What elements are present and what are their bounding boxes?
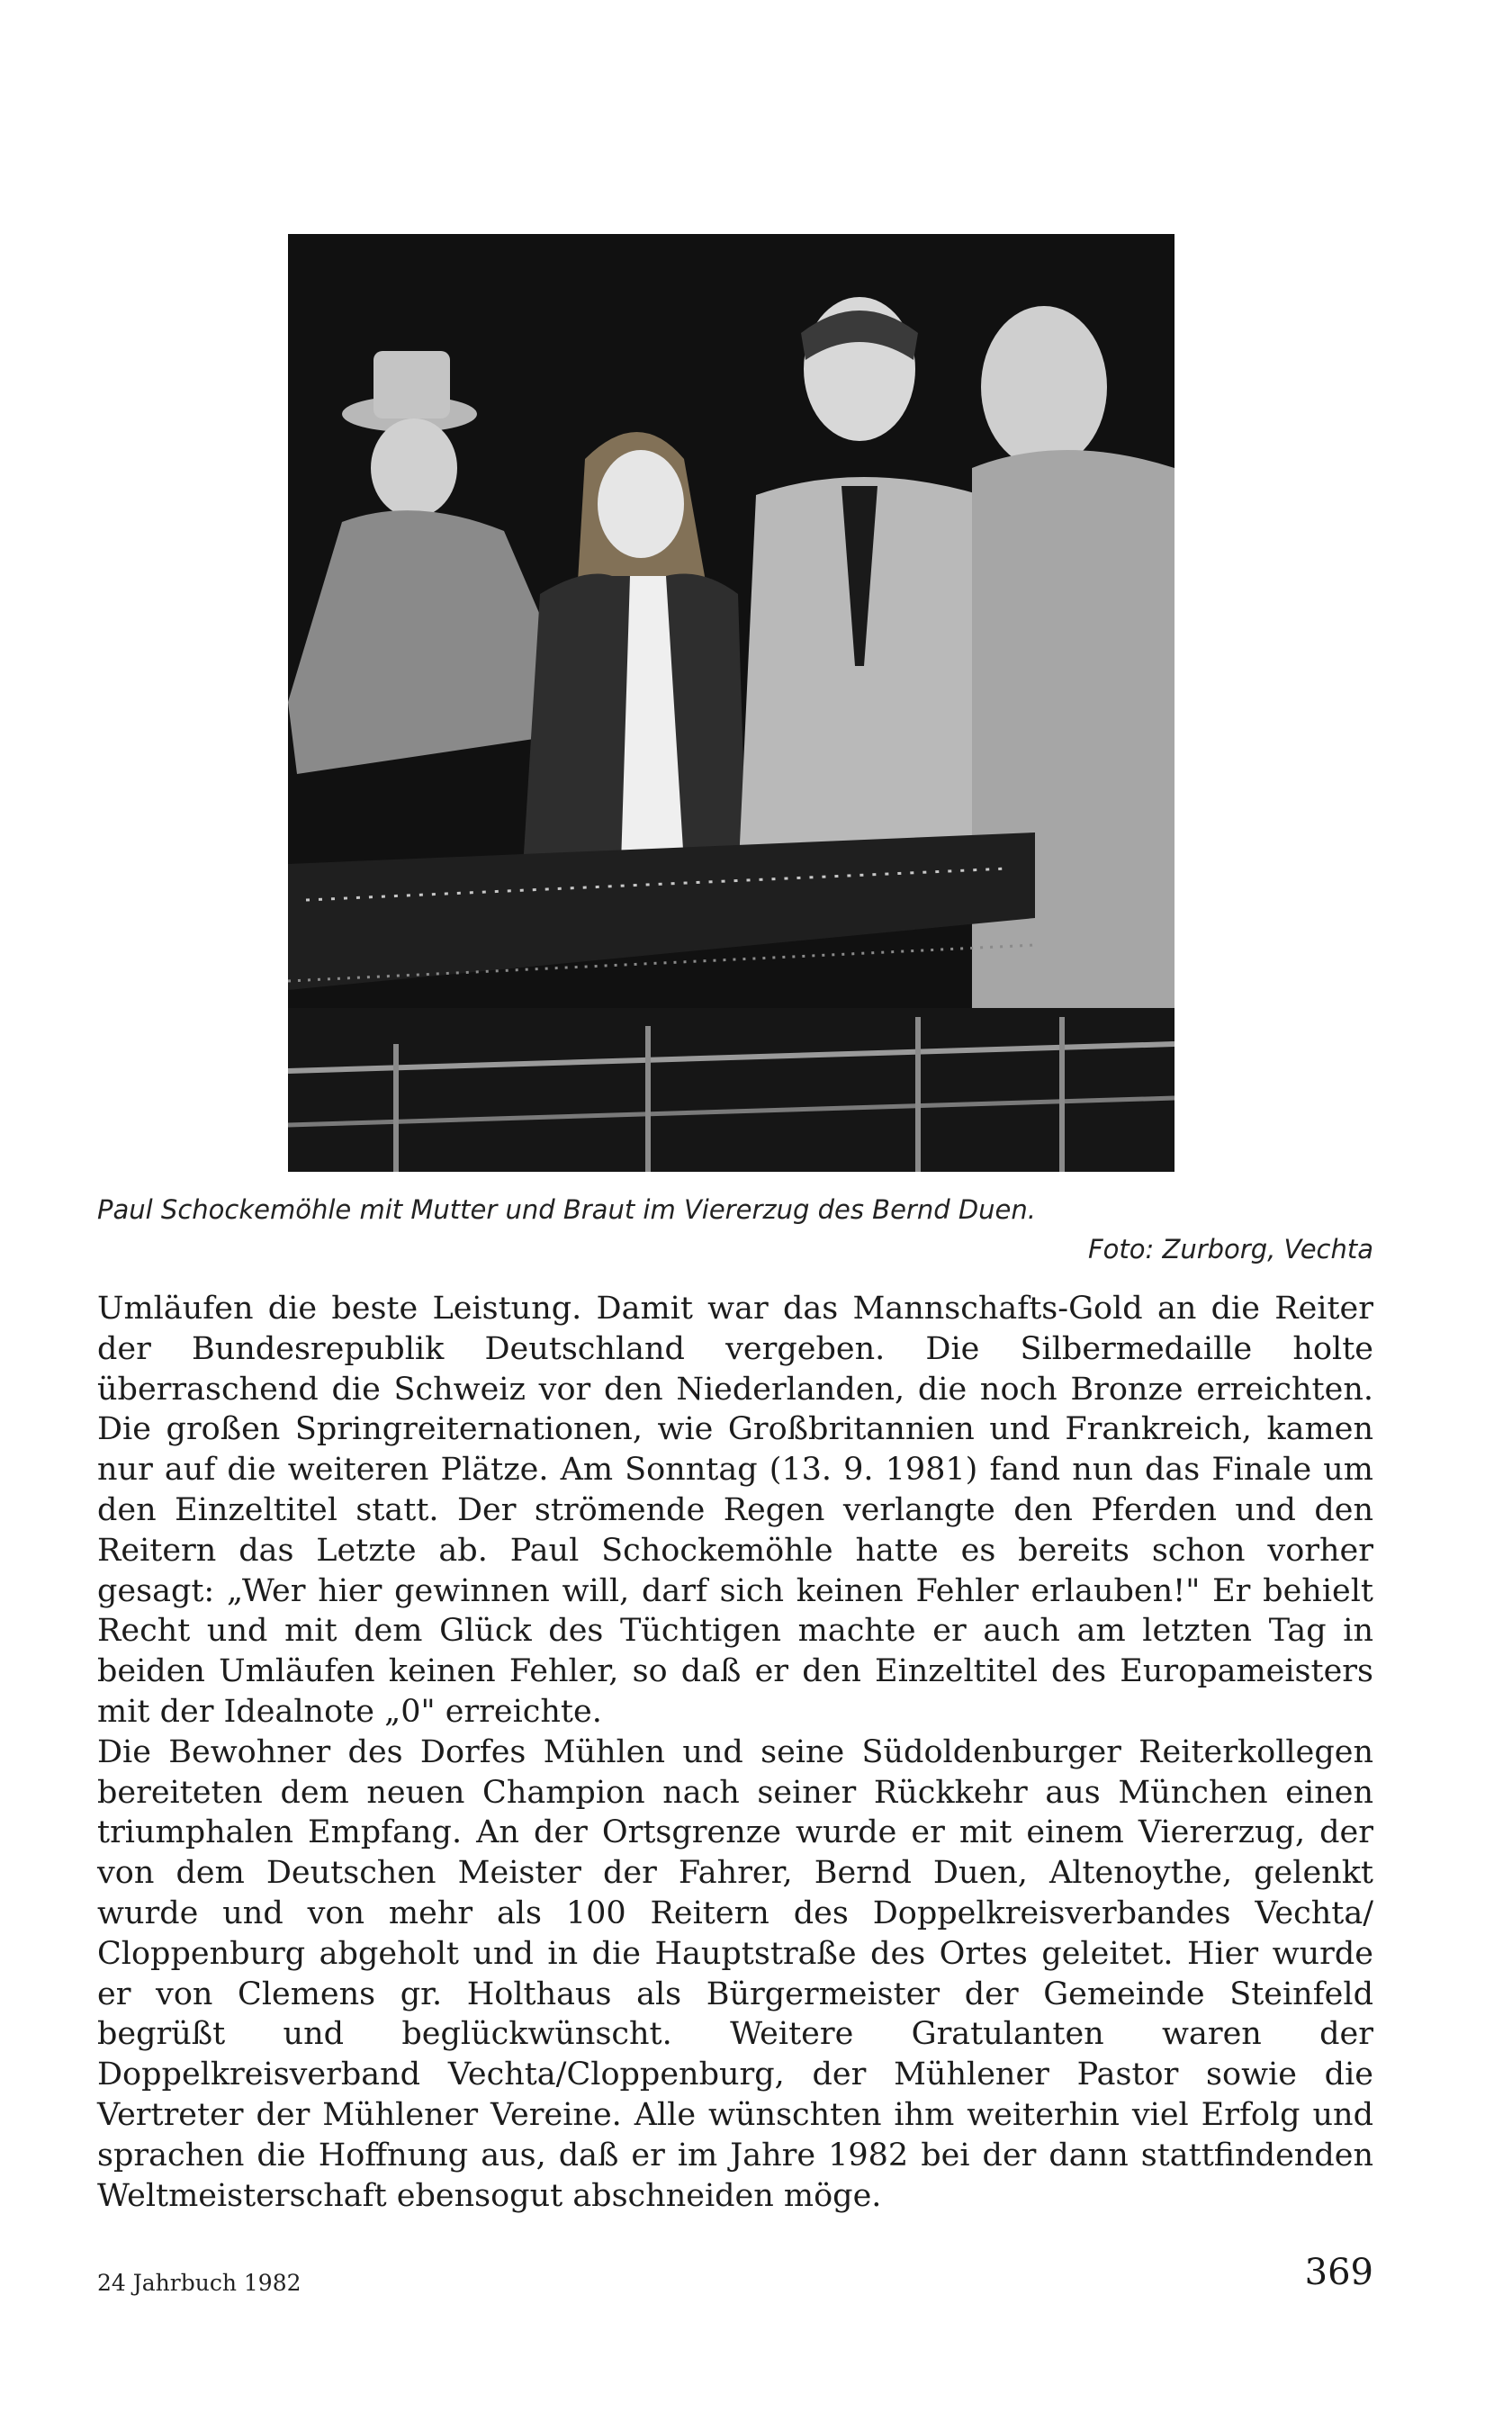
caption-text: Paul Schockemöhle mit Mutter und Braut im Viererzug des Bernd Duen. xyxy=(97,1194,1036,1225)
page-number: 369 xyxy=(1304,2252,1373,2293)
footer-publication: 24 Jahrbuch 1982 xyxy=(97,2270,302,2296)
photograph xyxy=(288,234,1174,1172)
photo-credit: Foto: Zurborg, Vechta xyxy=(1087,1234,1373,1264)
article-body xyxy=(97,1289,1373,2216)
paragraph-2: Die Bewohner des Dorfes Mühlen und seine Südoldenburger Reiterkollegen bereiteten dem neuen Champion nach seiner Rückkehr aus München einen triumphalen Empfang. An der Ortsgrenze wurde er mit einem Viererzug, der von dem Deutschen Meister der Fahrer, Bernd Duen, Altenoythe, gelenkt wurde und von mehr als 100 Reitern des Doppelkreisverbandes Vechta/ Cloppenburg abgeholt und in die Hauptstraße des Ortes geleitet. Hier wurde er von Clemens gr. Holthaus als Bürgermeister der Gemeinde Steinfeld begrüßt und beglückwünscht. Weitere Gratulanten waren der Doppelkreisverband Vechta/Cloppenburg, der Mühlener Pastor sowie die Vertreter der Mühlener Vereine. Alle wünschten ihm weiterhin viel Erfolg und sprachen die Hoffnung aus, daß er im Jahre 1982 bei der dann stattfindenden Weltmeisterschaft ebensogut abschneiden möge. xyxy=(97,1733,1373,2214)
figure-caption xyxy=(97,1190,1373,1269)
paragraph-1: Umläufen die beste Leistung. Damit war das Mannschafts-Gold an die Reiter der Bundesrepublik Deutschland vergeben. Die Silbermedaille holte überraschend die Schweiz vor den Niederlanden, die noch Bronze erreichten. Die großen Springreiternationen, wie Großbritannien und Frankreich, kamen nur auf die weiteren Plätze. Am Sonntag (13. 9. 1981) fand nun das Finale um den Einzeltitel statt. Der strömende Regen verlangte den Pferden und den Reitern das Letzte ab. Paul Schockemöhle hatte es bereits schon vorher gesagt: „Wer hier gewinnen will, darf sich keinen Fehler erlauben!" Er behielt Recht und mit dem Glück des Tüchtigen machte er auch am letzten Tag in beiden Umläufen keinen Fehler, so daß er den Einzeltitel des Europameisters mit der Idealnote „0" erreichte. xyxy=(97,1291,1373,1730)
